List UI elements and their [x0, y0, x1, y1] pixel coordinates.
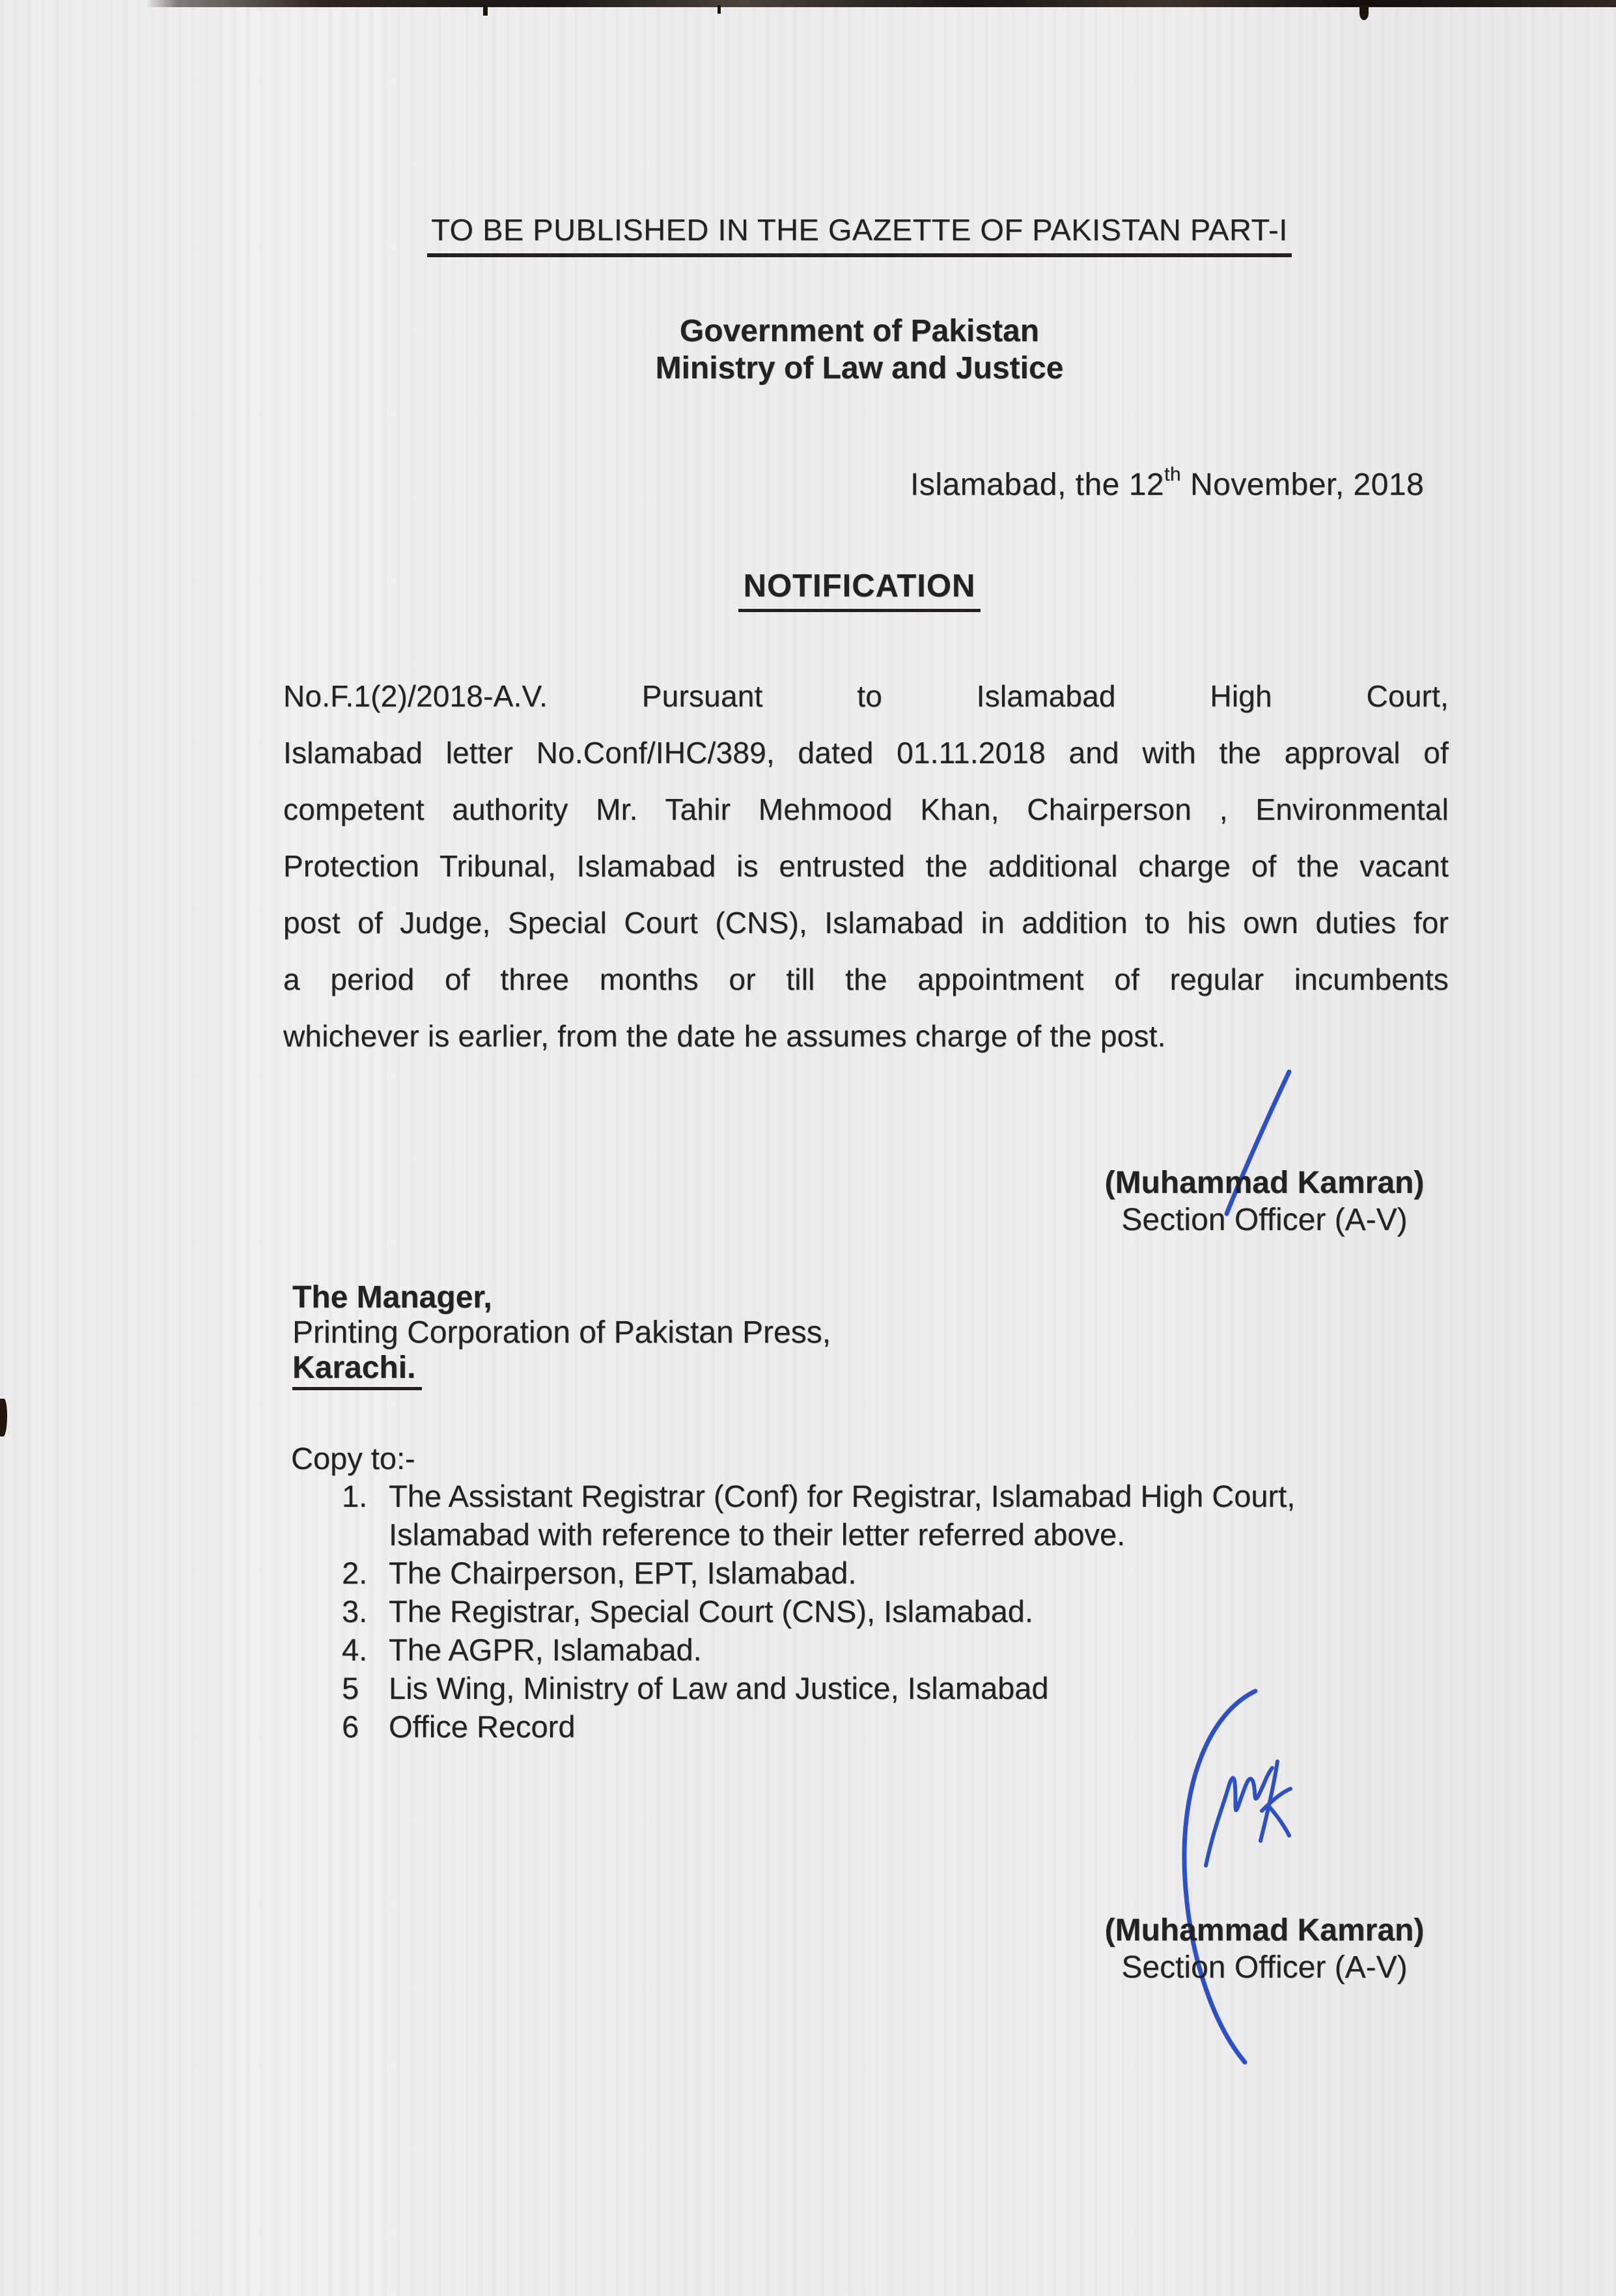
signature-icon [1165, 1677, 1328, 2080]
gazette-publication-header-text: TO BE PUBLISHED IN THE GAZETTE OF PAKISTAN PART-I [427, 212, 1292, 257]
copy-to-item [342, 1631, 1404, 1669]
signatory-block-top [1076, 1164, 1453, 1239]
notification-heading [103, 568, 1616, 612]
scan-artifact [1359, 6, 1369, 20]
copy-to-item-number: 5 [342, 1671, 359, 1705]
body-line: Islamabad letter No.Conf/IHC/389, dated 01.11.2018 and with the approval of [283, 736, 1449, 770]
date-prefix: Islamabad, the 12 [910, 468, 1165, 502]
body-line: a period of three months or till the appointment of regular incumbents [283, 962, 1449, 996]
copy-to-item [342, 1592, 1404, 1631]
signatory-title: Section Officer (A-V) [1121, 1203, 1408, 1237]
scan-artifact [483, 5, 488, 16]
body-line: whichever is earlier, from the date he assumes charge of the post. [283, 1019, 1166, 1053]
addressee-line1: The Manager, [292, 1280, 492, 1315]
signatory-name: (Muhammad Kamran) [1104, 1913, 1425, 1948]
gazette-publication-header [88, 212, 1616, 257]
signatory-title: Section Officer (A-V) [1121, 1950, 1408, 1985]
copy-to-item-text: The AGPR, Islamabad. [389, 1632, 702, 1667]
addressee-city: Karachi. [292, 1351, 422, 1390]
date-line [910, 464, 1424, 503]
copy-to-item [342, 1554, 1404, 1592]
signatory-block-bottom [1076, 1912, 1453, 1986]
addressee-block [292, 1280, 831, 1390]
ministry-line: Ministry of Law and Justice [655, 351, 1064, 385]
copy-to-item-text: The Assistant Registrar (Conf) for Registrar, Islamabad High Court, Islamabad with reference to their letter referred above. [389, 1479, 1296, 1552]
copy-to-item-number: 1. [342, 1479, 368, 1513]
government-line: Government of Pakistan [679, 314, 1040, 348]
date-suffix: November, 2018 [1181, 468, 1425, 502]
letterhead [103, 313, 1616, 387]
scan-artifact-left-edge [0, 1399, 7, 1436]
scan-artifact [717, 5, 721, 14]
body-line: Protection Tribunal, Islamabad is entrusted the additional charge of the vacant [283, 849, 1449, 883]
notification-heading-text: NOTIFICATION [738, 568, 981, 612]
date-ordinal-superscript: th [1164, 464, 1182, 485]
copy-to-item-number: 2. [342, 1556, 368, 1590]
body-line: post of Judge, Special Court (CNS), Islamabad in addition to his own duties for [283, 906, 1449, 940]
body-line: competent authority Mr. Tahir Mehmood Khan, Chairperson , Environmental [283, 792, 1449, 826]
body-line: No.F.1(2)/2018-A.V. Pursuant to Islamabad High Court, [283, 679, 1449, 713]
copy-to-item-text: Office Record [389, 1709, 576, 1744]
copy-to-item-text: Lis Wing, Ministry of Law and Justice, Islamabad [389, 1671, 1049, 1705]
copy-to-item-number: 4. [342, 1632, 368, 1667]
copy-to-item [342, 1477, 1404, 1554]
scan-edge-band [0, 0, 1616, 7]
addressee-line2: Printing Corporation of Pakistan Press, [292, 1315, 831, 1350]
copy-to-item-number: 3. [342, 1594, 368, 1629]
notification-body [283, 668, 1449, 1065]
copy-to-label: Copy to:- [291, 1441, 415, 1476]
copy-to-item-text: The Registrar, Special Court (CNS), Islamabad. [389, 1594, 1033, 1629]
copy-to-item-number: 6 [342, 1709, 359, 1744]
copy-to-item-text: The Chairperson, EPT, Islamabad. [389, 1556, 857, 1590]
signatory-name: (Muhammad Kamran) [1104, 1166, 1425, 1200]
